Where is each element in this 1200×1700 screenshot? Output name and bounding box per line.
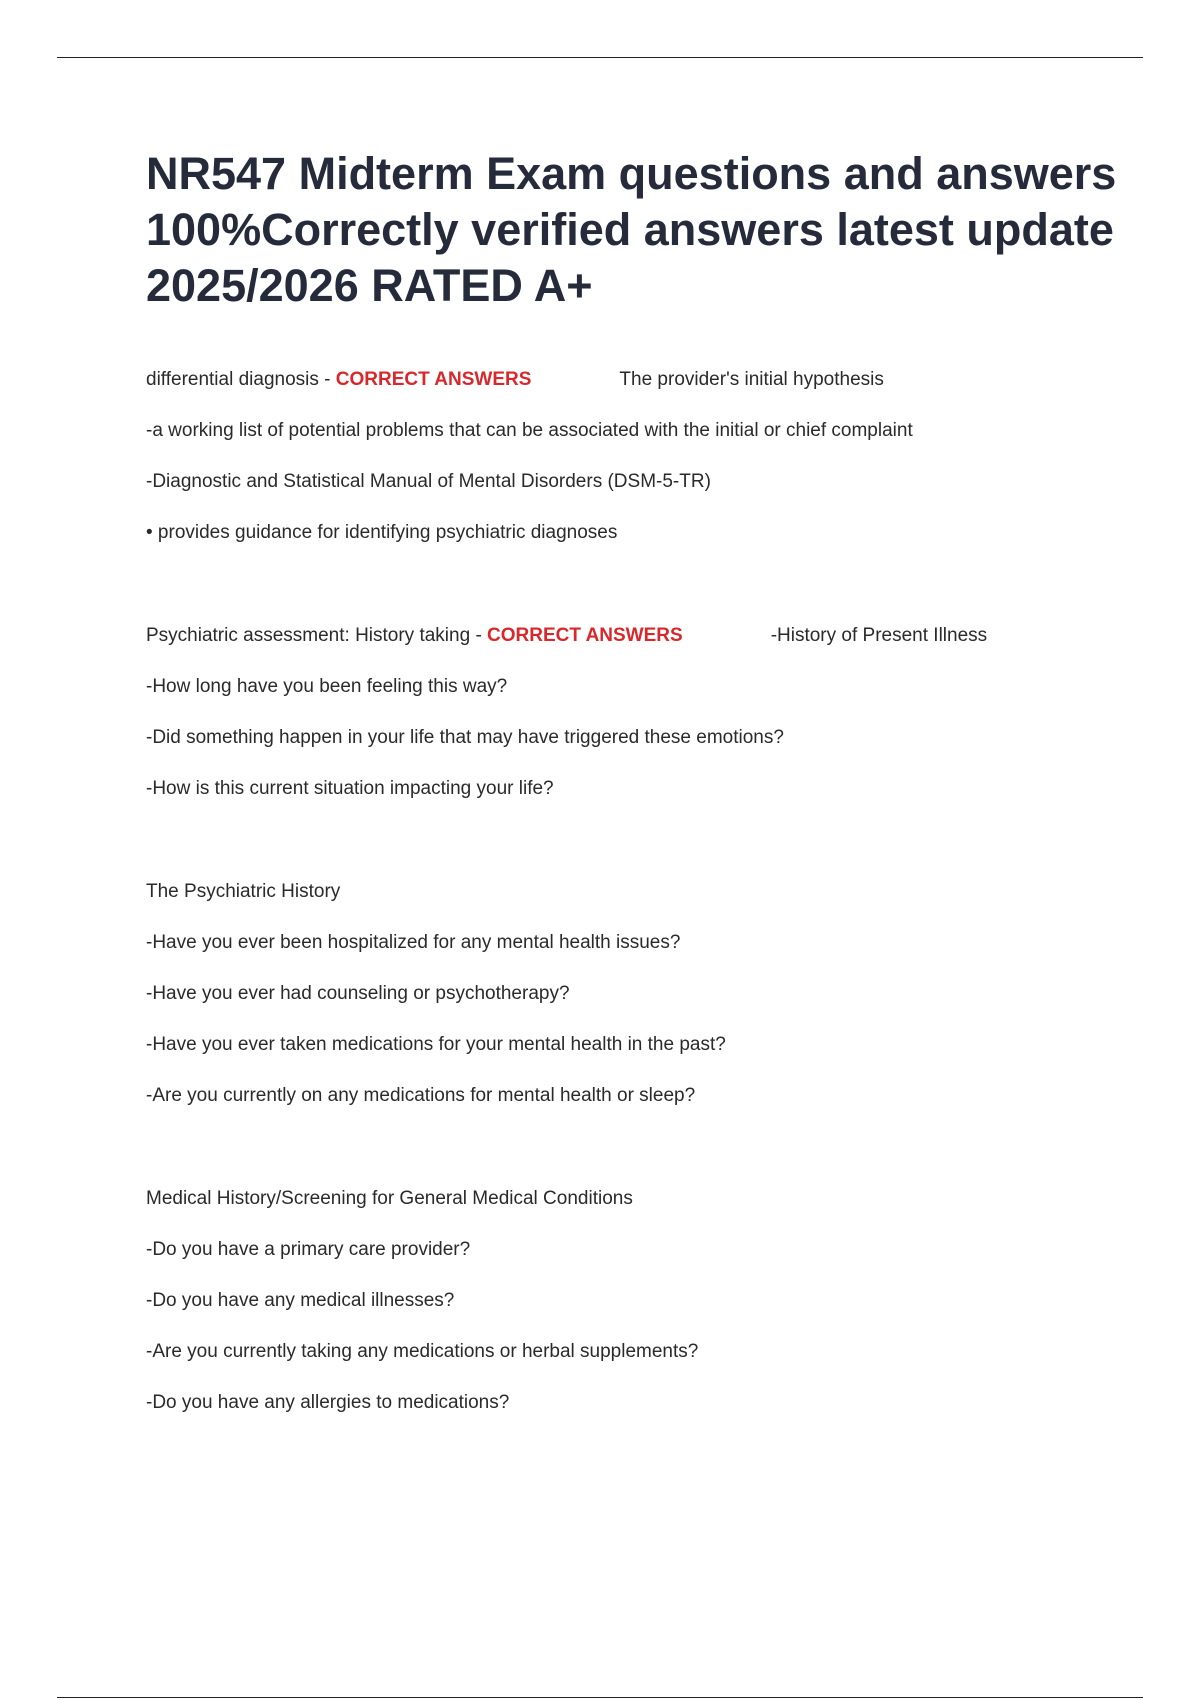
answer-line: • provides guidance for identifying psychiatric diagnoses	[146, 522, 618, 543]
answer-text: The provider's initial hypothesis	[619, 369, 884, 390]
question-line	[146, 621, 1146, 672]
question-text: Psychiatric assessment: History taking -	[146, 625, 488, 646]
document-body	[146, 365, 1146, 1439]
answer-line: -a working list of potential problems that can be associated with the initial or chief complaint	[146, 420, 913, 441]
section-gap	[146, 569, 1146, 621]
answer-line: -Do you have any allergies to medications?	[146, 1392, 510, 1413]
answer-line: -Have you ever taken medications for your mental health in the past?	[146, 1034, 726, 1055]
answer-text: -History of Present Illness	[770, 625, 988, 646]
section-gap	[146, 1132, 1146, 1184]
document-title: NR547 Midterm Exam questions and answers 100%Correctly verified answers latest update 2025/2026 RATED A+	[146, 148, 1117, 311]
question-text: differential diagnosis -	[146, 369, 336, 390]
answer-line: -How is this current situation impacting your life?	[146, 778, 554, 799]
answer-line: -Do you have any medical illnesses?	[146, 1290, 455, 1311]
answer-line: -Are you currently taking any medications or herbal supplements?	[146, 1341, 699, 1362]
correct-answers-label: CORRECT ANSWERS	[487, 625, 683, 646]
answer-line: -Did something happen in your life that may have triggered these emotions?	[146, 727, 784, 748]
answer-line: -Have you ever been hospitalized for any mental health issues?	[146, 932, 681, 953]
answer-line: -Diagnostic and Statistical Manual of Mental Disorders (DSM-5-TR)	[146, 471, 711, 492]
bottom-divider	[57, 1697, 1143, 1698]
answer-line: -Do you have a primary care provider?	[146, 1239, 471, 1260]
answer-line: -How long have you been feeling this way?	[146, 676, 508, 697]
answer-line: -Have you ever had counseling or psychotherapy?	[146, 983, 570, 1004]
section-heading: Medical History/Screening for General Medical Conditions	[146, 1188, 633, 1209]
section-heading: The Psychiatric History	[146, 881, 341, 902]
correct-answers-label: CORRECT ANSWERS	[335, 369, 532, 390]
top-divider	[57, 57, 1143, 58]
question-line	[146, 365, 1146, 416]
answer-line: -Are you currently on any medications for mental health or sleep?	[146, 1085, 696, 1106]
section-gap	[146, 825, 1146, 877]
